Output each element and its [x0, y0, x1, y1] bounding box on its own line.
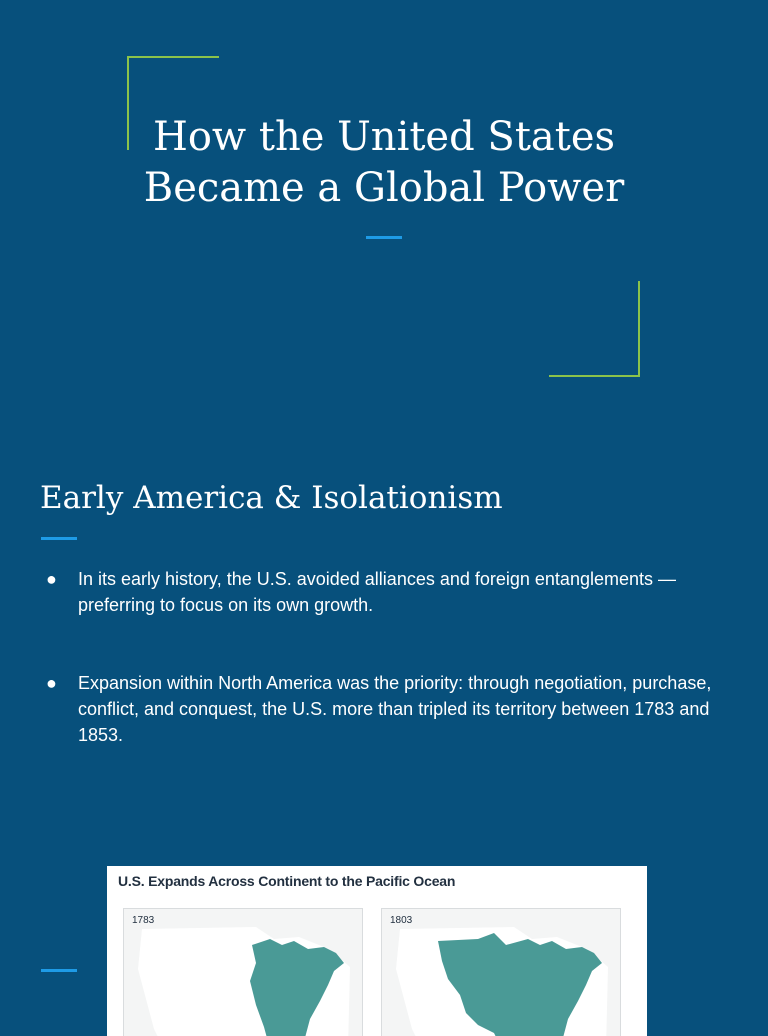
heading-underline-accent — [41, 537, 77, 540]
map-year-label: 1783 — [132, 915, 155, 926]
section-heading: Early America & Isolationism — [40, 480, 503, 516]
bullet-text: In its early history, the U.S. avoided alliances and foreign entanglements — preferring to focus on its own growth. — [78, 569, 676, 615]
map-panel-1803 — [381, 908, 621, 1036]
expansion-map-figure — [107, 866, 647, 1036]
bullet-dot: ● — [46, 569, 57, 589]
map-panel-1783 — [123, 908, 363, 1036]
frame-corner-top-left-horizontal — [127, 56, 219, 58]
map-figure-title: U.S. Expands Across Continent to the Pacific Ocean — [118, 873, 456, 889]
bullet-item — [40, 566, 730, 618]
bullet-item — [40, 670, 730, 748]
slide-title — [0, 112, 768, 214]
bullet-dot: ● — [46, 673, 57, 693]
frame-corner-bottom-right-horizontal — [549, 375, 640, 377]
us-map-1803 — [382, 909, 620, 1036]
bullet-list — [40, 566, 730, 800]
footer-underline-accent — [41, 969, 77, 972]
bullet-text: Expansion within North America was the priority: through negotiation, purchase, conflict, and conquest, the U.S. more than tripled its territory between 1783 and 1853. — [78, 673, 712, 745]
us-map-1783 — [124, 909, 362, 1036]
frame-corner-bottom-right-vertical — [638, 281, 640, 377]
title-line-1: How the United States — [152, 114, 616, 160]
title-line-2: Became a Global Power — [143, 165, 625, 211]
map-year-label: 1803 — [390, 915, 413, 926]
title-underline-accent — [366, 236, 402, 239]
